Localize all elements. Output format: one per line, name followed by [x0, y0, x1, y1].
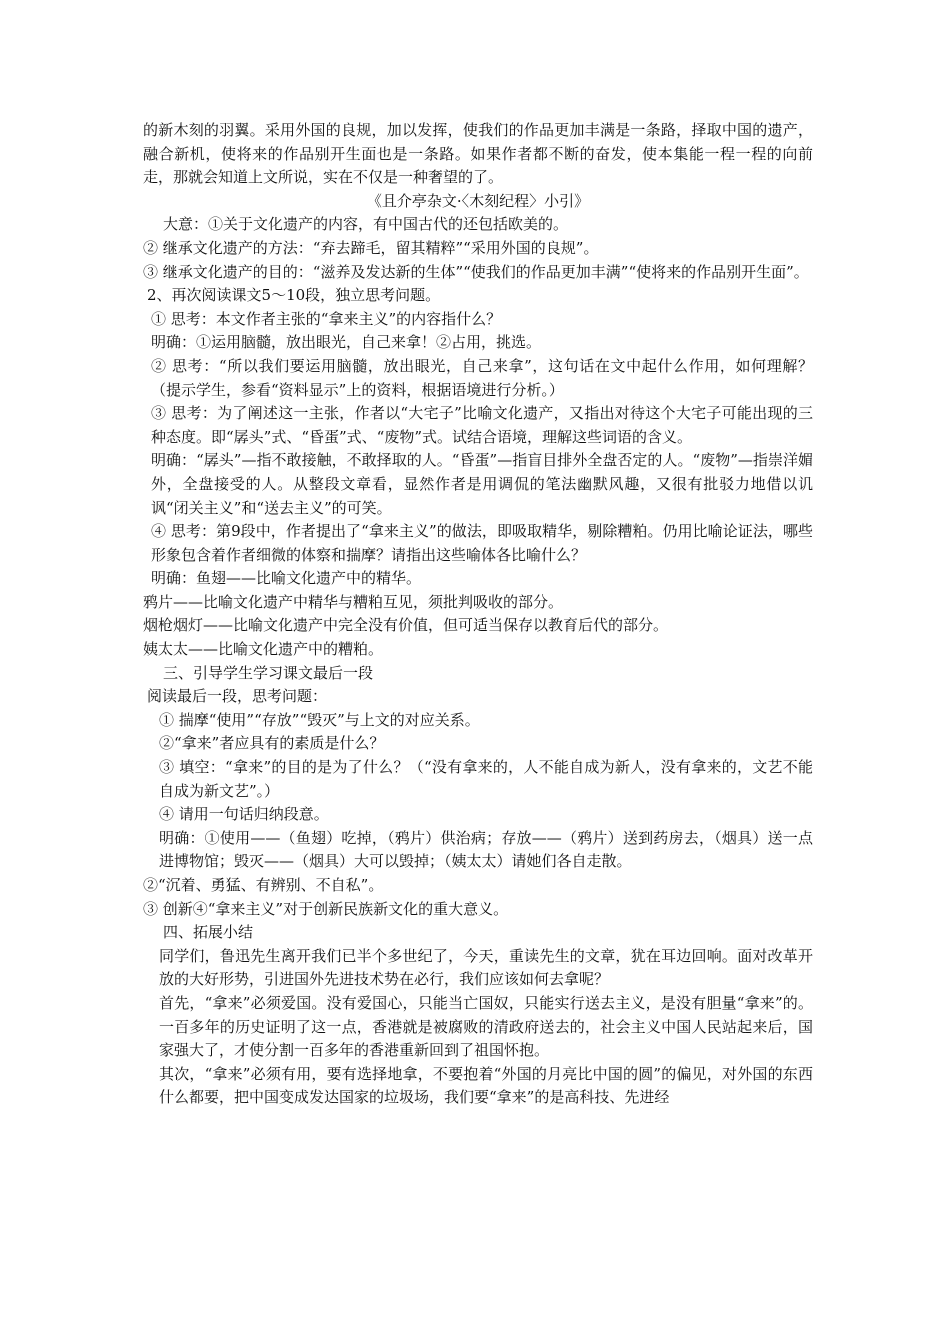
- question-1: ① 思考：本文作者主张的“拿来主义”的内容指什么？: [151, 309, 502, 328]
- paragraph-method: ② 继承文化遗产的方法：“弃去蹄毛，留其精粹”“采用外国的良规”。: [143, 238, 599, 257]
- document-page: [143, 119, 813, 1110]
- task-1: ① 揣摩“使用”“存放”“毁灭”与上文的对应关系。: [159, 710, 480, 729]
- instruction-read-last: 阅读最后一段，思考问题：: [147, 687, 328, 706]
- paragraph-first: 首先，“拿来”必须爱国。没有爱国心，只能当亡国奴，只能实行送去主义，是没有胆量“拿来”的。一百多年的历史证明了这一点，香港就是被腐败的清政府送去的，社会主义中国人民站起来后，国家强大了，才使分割一百多年的香港重新回到了祖国怀抱。: [159, 993, 813, 1060]
- task-4: ④ 请用一句话归纳段意。: [159, 805, 329, 824]
- question-3: ③ 思考：为了阐述这一主张，作者以“大宅子”比喻文化遗产，又指出对待这个大宅子可能出现的三种态度。即“孱头”式、“昏蛋”式、“废物”式。试结合语境，理解这些词语的含义。: [151, 404, 813, 446]
- question-4: ④ 思考：第9段中，作者提出了“拿来主义”的做法，即吸取精华，剔除糟粕。仍用比喻论证法，哪些形象包含着作者细微的体察和揣摩？请指出这些喻体各比喻什么？: [151, 522, 813, 564]
- section-heading-summary: 四、拓展小结: [163, 923, 254, 942]
- quote-source-title: 《且介亭杂文·〈木刻纪程〉小引》: [366, 191, 590, 210]
- paragraph-quote-ending: 的新木刻的羽翼。采用外国的良规，加以发挥，使我们的作品更加丰满是一条路，择取中国的遗产，融合新机，使将来的作品别开生面也是一条路。如果作者都不断的奋发，使本集能一程一程的向前走，那就会知道上文所说，实在不仅是一种奢望的了。: [143, 121, 813, 187]
- answer-1: 明确：①运用脑髓，放出眼光，自己来拿！②占用，挑选。: [151, 333, 542, 352]
- answer-4-concubine: 姨太太——比喻文化遗产中的糟粕。: [143, 640, 384, 659]
- answer-innovation: ③ 创新④“拿来主义”对于创新民族新文化的重大意义。: [143, 899, 509, 918]
- section-heading-last-paragraph: 三、引导学生学习课文最后一段: [163, 663, 374, 682]
- answer-tasks: 明确：①使用——（鱼翅）吃掉，（鸦片）供治病；存放——（鸦片）送到药房去，（烟具）送一点进博物馆；毁灭——（烟具）大可以毁掉；（姨太太）请她们各自走散。: [159, 828, 813, 871]
- answer-4-pipe-lamp: 烟枪烟灯——比喻文化遗产中完全没有价值，但可适当保存以教育后代的部分。: [143, 616, 669, 635]
- answer-4-shark-fin: 明确：鱼翅——比喻文化遗产中的精华。: [151, 569, 422, 588]
- paragraph-purpose: ③ 继承文化遗产的目的：“滋养及发达新的生体”“使我们的作品更加丰满”“使将来的作品别开生面”。: [143, 262, 809, 281]
- task-3: ③ 填空：“拿来”的目的是为了什么？（“没有拿来的，人不能自成为新人，没有拿来的，文艺不能自成为新文艺”。）: [159, 758, 813, 800]
- answer-qualities: ②“沉着、勇猛、有辨别、不自私”。: [143, 876, 384, 894]
- paragraph-second: 其次，“拿来”必须有用，要有选择地拿，不要抱着“外国的月亮比中国的圆”的偏见，对外国的东西什么都要，把中国变成发达国家的垃圾场，我们要“拿来”的是高科技、先进经: [159, 1064, 813, 1107]
- paragraph-summary-intro: 同学们，鲁迅先生离开我们已半个多世纪了，今天，重读先生的文章，犹在耳边回响。面对改革开放的大好形势，引进国外先进技术势在必行，我们应该如何去拿呢？: [159, 946, 813, 989]
- task-2: ②“拿来”者应具有的素质是什么？: [159, 734, 385, 753]
- paragraph-main-idea: 大意：①关于文化遗产的内容，有中国古代的还包括欧美的。: [163, 215, 569, 234]
- question-2: ② 思考：“所以我们要运用脑髓，放出眼光，自己来拿”，这句话在文中起什么作用，如何理解？（提示学生，参看“资料显示”上的资料，根据语境进行分析。）: [151, 356, 813, 399]
- answer-3: 明确：“孱头”—指不敢接触，不敢择取的人。“昏蛋”—指盲目排外全盘否定的人。“废物”—指崇洋媚外，全盘接受的人。从整段文章看，显然作者是用调侃的笔法幽默风趣，又很有批驳力地借以讥讽“闭关主义”和“送去主义”的可笑。: [151, 451, 813, 517]
- answer-4-opium: 鸦片——比喻文化遗产中精华与糟粕互见，须批判吸收的部分。: [143, 592, 564, 611]
- section-heading-reread: 2、再次阅读课文5～10段，独立思考问题。: [147, 286, 441, 305]
